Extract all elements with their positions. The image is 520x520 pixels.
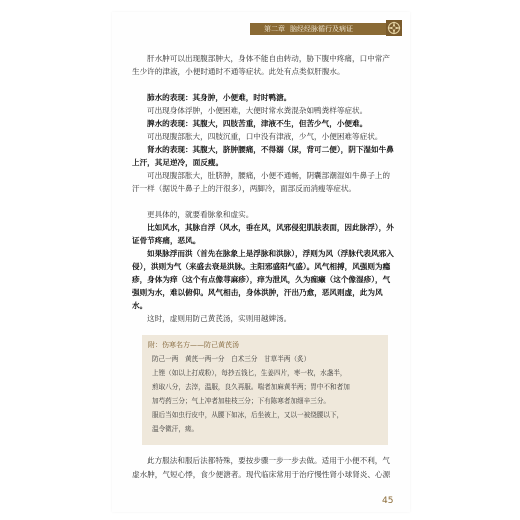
formula-box: [142, 335, 388, 445]
paragraph-kidney-edema: 肾水的表现：其腹大，脐肿腰痛，不得溺（尿，背可二便），阴下湿如牛鼻上汗，其足逆冷，面反瘦。: [132, 145, 394, 167]
formula-line: 煎取八分，去滓，温服，良久再服。喘者加麻黄半两；胃中不和者加: [152, 383, 350, 391]
formula-line: 防己一两 黄芪一两一分 白术三分 甘草半两（炙）: [152, 355, 311, 363]
paragraph-treatment: 这时，虚则用防己黄芪汤，实则用越婢汤。: [147, 314, 292, 323]
paragraph-pulse-intro: 更具体的，就要看脉象和虚实。: [147, 210, 254, 219]
formula-box-title: 附：伤寒名方——防己黄芪汤: [148, 341, 239, 349]
paragraph-wind-water: 比如风水，其脉自浮（风水，垂在风，风邪侵犯肌肤表面，因此脉浮），外证骨节疼痛，恶风。: [132, 223, 394, 245]
paragraph-liver-edema: 肝水肿可以出现腹部肿大，身体不能自由转动，胁下腹中疼痛，口中常产生少许的津液，小便时通时不通等症状。此处有点类似肝腹水。: [132, 54, 390, 76]
book-page: [112, 12, 410, 512]
paragraph-floating-pulse: 如果脉浮而洪（首先在脉象上是浮脉和洪脉），浮则为风（浮脉代表风邪入侵），洪则为气（来盛去衰是洪脉。主阳邪盛阳气盛）。风气相搏，风强则为瘾疹，身体为痒（这个有点像荨麻疹），痒为泄风，久为痂癞（这个像湿疹），气强则为水，难以俯仰。风气相击，身体洪肿，汗出乃愈，恶风则虚，此为风水。: [132, 249, 394, 310]
header-emblem-icon: [386, 20, 402, 36]
chapter-label: 第二章: [264, 25, 285, 33]
running-header: [250, 20, 402, 36]
paragraph-usage: 此方服法和服后法都特殊，要按步骤一步一步去做。适用于小便不利，气虚水肿，气短心悸，食少便溏者。现代临床常用于治疗慢性肾小球肾炎、心源: [132, 456, 391, 479]
formula-line: 加芍药三分；气上冲者加桂枝三分；下有陈寒者加细辛三分。: [152, 397, 331, 405]
paragraph-lung-explain: 可出现身体浮肿，小便困难，大便时常水粪混杂如鸭粪样等症状。: [147, 106, 368, 115]
formula-line: 上锉（如以上打成粉），每抄五钱匕，生姜四片，枣一枚，水盏半，: [152, 369, 347, 377]
paragraph-lung-edema: 肺水的表现：其身肿，小便难，时时鸭溏。: [147, 93, 292, 102]
paragraph-kidney-explain: 可出现腹部胀大，肚脐肿，腰痛，小便不通畅，阴囊部潮湿如牛鼻子上的汗一样（据说牛鼻子上的汗很多），两脚冷，面部反而消瘦等症状。: [132, 171, 390, 193]
paragraph-spleen-explain: 可出现腹部胀大，四肢沉重，口中没有津液，少气，小便困难等症状。: [147, 132, 383, 141]
page-number: 45: [382, 496, 394, 506]
chapter-title: 脑经经脉循行及病证: [290, 25, 353, 33]
formula-line: 温令微汗，瘥。: [152, 425, 199, 433]
formula-line: 服后当如虫行皮中，从腰下如冰，后坐被上，又以一被绕腰以下，: [152, 411, 344, 419]
body-text-block: [132, 91, 394, 143]
paragraph-spleen-edema: 脾水的表现：其腹大，四肢苦重，津液不生，但苦少气，小便难。: [147, 119, 368, 128]
header-text: [264, 23, 358, 35]
